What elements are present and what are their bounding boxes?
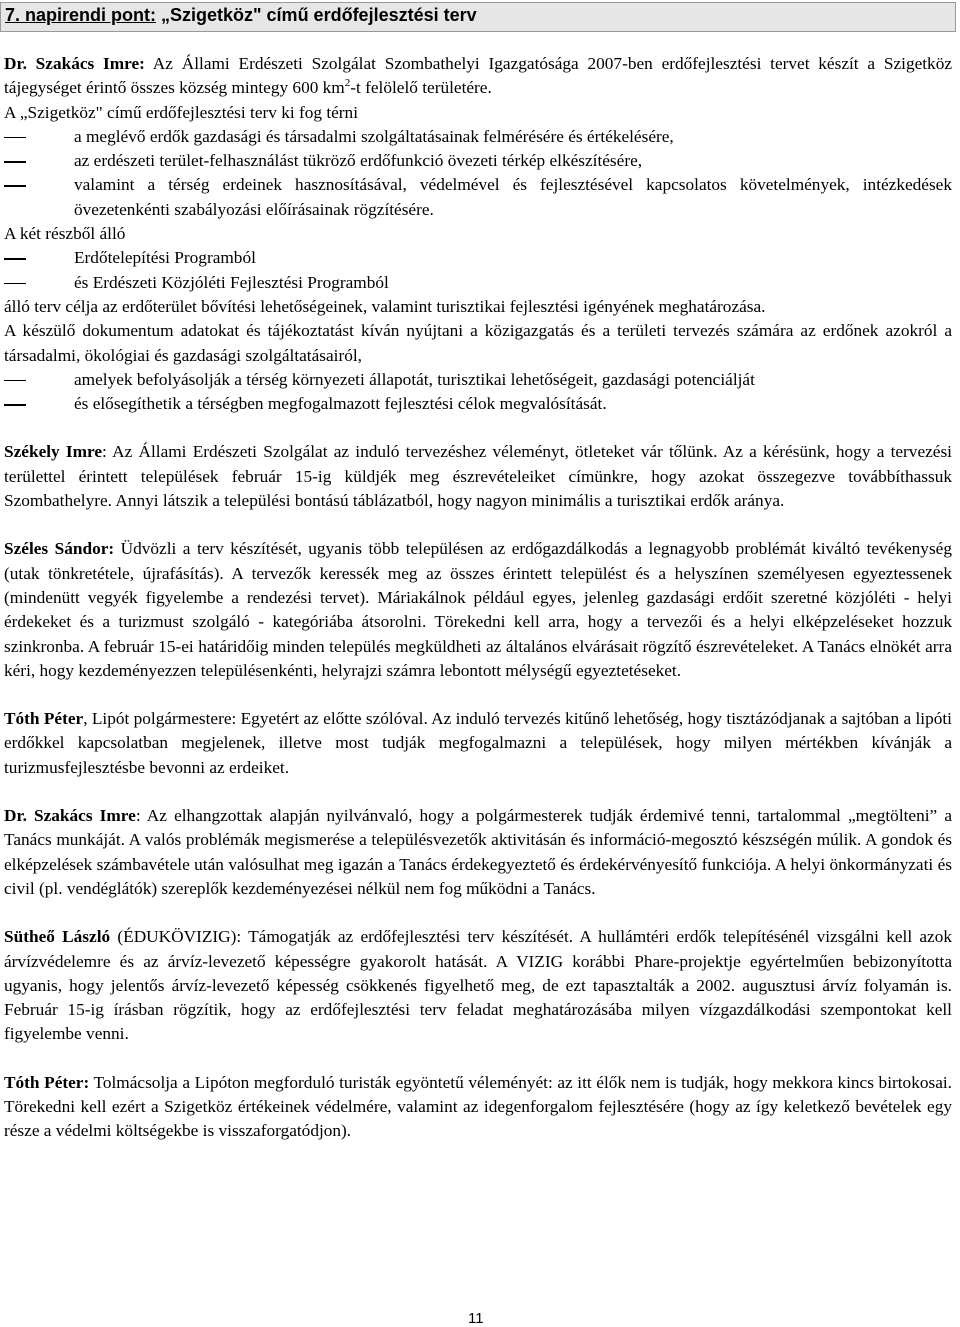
superscript: 2	[344, 77, 351, 90]
intro-text-end: -t felölelő területére.	[350, 78, 492, 98]
list-item-text: és Erdészeti Közjóléti Fejlesztési Programból	[74, 272, 389, 292]
list-item	[4, 173, 952, 222]
contribution-paragraph	[4, 925, 952, 1046]
dash-bullet-icon	[4, 161, 26, 163]
dash-bullet-icon	[4, 258, 26, 260]
list-item-text: az erdészeti terület-felhasználást tükröző erdőfunkció övezeti térkép elkészítésére,	[74, 151, 643, 171]
agenda-header	[0, 2, 956, 32]
agenda-label: 7. napirendi pont:	[5, 5, 156, 25]
list-item-text: Erdőtelepítési Programból	[74, 248, 256, 268]
spacer	[4, 513, 952, 537]
speaker-name: Dr. Szakács Imre	[4, 806, 136, 826]
lead-text: A két részből álló	[4, 224, 126, 244]
speaker-name: Széles Sándor:	[4, 539, 115, 559]
list-item	[4, 149, 952, 173]
speaker-name: Tóth Péter:	[4, 1072, 90, 1092]
contribution-paragraph	[4, 537, 952, 683]
contribution-paragraph	[4, 707, 952, 780]
intro-paragraph	[4, 52, 952, 101]
agenda-topic: „Szigetköz" című erdőfejlesztési terv	[156, 5, 477, 25]
spacer	[4, 683, 952, 707]
contribution-text: Tolmácsolja a Lipóton megforduló turisták egyöntetű véleményét: az itt élők nem is tudják, hogy mekkora kincs birtokosai. Törekedni kell ezért a Szigetköz értékeinek védelmére, valamint az idegenforgalom fejlesztésére (hogy az így keletkező bevételek egy része a védelmi költségekbe is visszaforgatódjon).	[4, 1072, 952, 1141]
contribution-text: , Lipót polgármestere: Egyetért az előtte szólóval. Az induló tervezés kitűnő lehetőség, hogy tisztázódjanak a sajtóban a lipóti erdőkkel kapcsolatban megjelenek, illetve most tudják megfogalmazni a települések, hogy milyen mértékben kívánják a turizmusfejlesztésbe bevonni az erdeiket.	[4, 709, 952, 777]
page-number: 11	[468, 1310, 484, 1327]
list-item	[4, 368, 952, 392]
paragraph: A készülő dokumentum adatokat és tájékoztatást kíván nyújtani a közigazgatás és a területi tervezés számára az erdőnek azokról a társadalmi, ökológiai és gazdasági szolgáltatásairól,	[4, 321, 952, 365]
speaker-name: Székely Imre	[4, 442, 103, 462]
list-item	[4, 271, 952, 295]
contribution-paragraph	[4, 804, 952, 901]
list-item-text: és elősegíthetik a térségben megfogalmazott fejlesztési célok megvalósítását.	[74, 394, 607, 414]
contribution-paragraph	[4, 1071, 952, 1144]
contribution-text: Üdvözli a terv készítését, ugyanis több településen az erdőgazdálkodás a legnagyobb problémát kiváltó tevékenység (utak tönkretétele, újrafásítás). A tervezők keressék meg az összes érintett települést és a helyszínen személyesen egyeztessenek (mindenütt vegyék figyelembe a rendezési tervet). Máriakálnok például egyes, jelenleg gazdasági erdőit szeretné közjóléti - helyi érdekeket és a turizmust szolgáló - kategóriába átsorolni. Törekedni kell arra, hogy a tervezői és a helyi elképzeléseket hozzuk szinkronba. A február 15-ei határidőig minden település megküldheti az általános elvárásait rögzítő észrevételeket. A Tanács elnökét arra kéri, hogy kezdeményezzen településenkénti, helyrajzi számra lebontott mélységű egyeztetéseket.	[4, 539, 952, 680]
dash-bullet-icon	[4, 404, 26, 406]
list-item-text: valamint a térség erdeinek hasznosításával, védelmével és fejlesztésével kapcsolatos követelmények, intézkedések övezetenkénti szabályozási előírásainak rögzítésére.	[74, 175, 952, 219]
contribution-paragraph	[4, 440, 952, 513]
speaker-name: Tóth Péter	[4, 709, 84, 729]
lead-text: A „Szigetköz" című erdőfejlesztési terv ki fog térni	[4, 102, 359, 122]
spacer	[4, 780, 952, 804]
paragraph: álló terv célja az erdőterület bővítési lehetőségeinek, valamint turisztikai fejlesztési igényének meghatározása.	[4, 296, 766, 316]
list-item-text: a meglévő erdők gazdasági és társadalmi szolgáltatásainak felmérésére és értékelésére,	[74, 126, 674, 146]
agenda-title	[5, 5, 477, 26]
contribution-text: : Az Állami Erdészeti Szolgálat az induló tervezéshez véleményt, ötleteket vár tőlünk. Az a kérésünk, hogy a tervezési területtel érintett települések február 15-ig küldjék meg észrevételeiket címünkre, hogy azokat összegezve továbbíthassuk Szombathelyre. Annyi látszik a települési bontású táblázatból, hogy nagyon minimális a turisztikai erdők aránya.	[4, 442, 952, 511]
list-item	[4, 125, 952, 149]
document-body	[4, 52, 952, 1144]
dash-bullet-icon	[4, 380, 26, 382]
dash-bullet-icon	[4, 185, 26, 187]
spacer	[4, 901, 952, 925]
speaker-name: Sütheő László	[4, 927, 111, 947]
contribution-text: (ÉDUKÖVIZIG): Támogatják az erdőfejlesztési terv készítését. A hullámtéri erdők telepítésénél vizsgálni kell azok árvízvédelemre és az árvíz-levezető képességre gyakorolt hatását. A VIZIG korábbi Phare-projektje egyértelműen bebizonyította ugyanis, hogy jelentős árvíz-levezető képesség csökkenés figyelhető meg, de ezt tapasztalták a 2002. augusztusi árvíz folyamán is. Február 15-ig írásban rögzítik, hogy az erdőfejlesztési terv feladat meghatározásába milyen vízgazdálkodási szempontokat kell figyelembe venni.	[4, 927, 952, 1044]
dash-bullet-icon	[4, 137, 26, 139]
list-item-text: amelyek befolyásolják a térség környezeti állapotát, turisztikai lehetőségeit, gazdasági potenciálját	[74, 369, 755, 389]
list-item	[4, 246, 952, 270]
list-item	[4, 392, 952, 416]
intro-text: Az Állami Erdészeti Szolgálat Szombathelyi Igazgatósága 2007-ben erdőfejlesztési tervet készít a Szigetköz tájegységet érintő összes község mintegy 600 km	[4, 54, 953, 98]
speaker-name: Dr. Szakács Imre:	[4, 54, 145, 73]
contribution-text: : Az elhangzottak alapján nyilvánvaló, hogy a polgármesterek tudják érdemivé tenni, tartalommal „megtölteni” a Tanács munkáját. A valós problémák megismerése a településvezetők aktivitásán és információ-megosztó készségén múlik. A gondok és elképzelések számbavétele után valósulhat meg igazán a Tanács érdekegyeztető és érdekérvényesítő funkciója. A helyi önkormányzati és civil (pl. vendéglátók) szereplők kezdeményezései nélkül nem fog működni a Tanács.	[4, 806, 952, 898]
spacer	[4, 416, 952, 440]
spacer	[4, 1047, 952, 1071]
dash-bullet-icon	[4, 283, 26, 285]
